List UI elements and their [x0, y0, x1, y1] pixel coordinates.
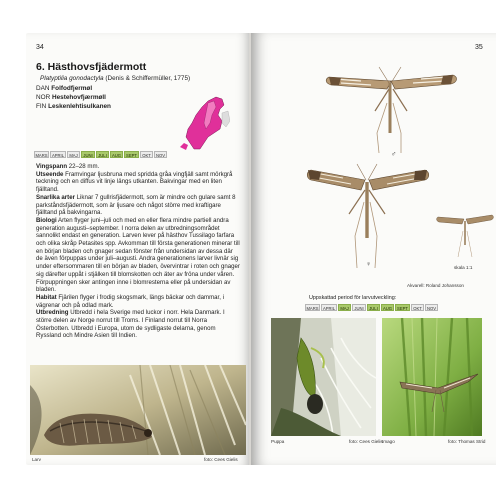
section-similar-species: Snarlika arter Liknar 7 gullrisfjädermott, som är mindre och gulare samt 8 parkståndsfjädermott, som är ljusare och något större med kraftigare fjälltand på bakvingarna.: [36, 193, 236, 217]
larva-photo: [30, 365, 246, 455]
distribution-map: [178, 93, 230, 151]
male-symbol: ♂: [391, 151, 397, 158]
page-number-left: 34: [36, 44, 44, 51]
larva-photo-caption: Larv: [32, 457, 41, 462]
pupa-photo: [271, 318, 376, 436]
flight-month-mar: MARS: [35, 153, 48, 158]
vernacular-nor: NOR Hestehovfjærmøll: [36, 94, 106, 101]
pupa-photo-image: [271, 318, 376, 436]
larva-month-oct: OKT: [411, 304, 424, 311]
moth-illustration-female: [303, 158, 433, 273]
scientific-name: [40, 75, 190, 82]
imago-credit: foto: Thomas Strid: [448, 439, 486, 444]
flight-month-aug: AUG: [111, 153, 122, 158]
author-citation: (Denis & Schiffermüller, 1775): [105, 75, 191, 82]
flight-month-nov: NOV: [155, 153, 166, 158]
scale-label: skala 1:1: [454, 265, 473, 270]
illustration-credit: Akvarell: Roland Johansson: [407, 283, 464, 288]
larva-month-jun: JUNI: [352, 304, 366, 311]
flight-month-oct: OKT: [140, 151, 153, 158]
vernacular-fin: FIN Leskenlehtisulkanen: [36, 103, 111, 110]
flight-month-apr: APRIL: [51, 153, 65, 158]
larva-period-label: Uppskattad period för larvutveckling:: [309, 295, 397, 301]
section-habitat: Habitat Fjärilen flyger i frodig skogsmark, längs bäckar och dammar, i vägrenar och på odlad mark.: [36, 293, 224, 309]
imago-caption: Imago: [382, 439, 395, 444]
pupa-credit: foto: Cees Gielis: [349, 439, 383, 444]
larva-month-apr: APRIL: [322, 306, 336, 311]
flight-month-jul: JULI: [96, 151, 109, 158]
larva-month-sep: SEPT: [395, 304, 410, 311]
latin-name: Platyptilia gonodactyla: [40, 75, 104, 82]
page-number-right: 35: [475, 44, 483, 51]
left-page: [26, 33, 251, 465]
pupa-caption: Puppa: [271, 439, 285, 444]
flight-month-may: MAJ: [67, 151, 80, 158]
right-page: [251, 33, 496, 465]
flight-month-jun: JUNI: [81, 151, 95, 158]
species-title: 6. Hästhovsfjädermott: [36, 61, 147, 73]
larva-month-aug: AUG: [382, 306, 393, 311]
open-book: [26, 33, 496, 465]
section-biology: Biologi Arten flyger juni–juli och med en eller flera mindre partiell andra generation augusti–september. I norra delen av utbredningsområdet sannolikt endast en generation. Larven lever på hästhov Tussilago farfara och olika skråp Petasites spp. Avkomman till första generationen minerar till en början bladen och gnager sedan fönster från undersidan av dessa där de även förpuppas under juli–augusti. Andra generationens larver livnär sig under eftersommaren till en början av bladen, övervintrar i roten och gnager sig därefter uppåt i stjälken till blomskotten och äter av fröna under våren. Förpuppningen sker antingen inne i blomresterna eller på undersidan av bladen.: [36, 216, 240, 294]
larva-month-nov: NOV: [426, 306, 437, 311]
moth-illustration-male: [321, 63, 461, 158]
section-appearance: Utseende Framvingar ljusbruna med spridda gråa vingfjäll samt mörkgrå teckning och en diffus vit linje längs utkanten. Bakvingar med en liten fjälltand.: [36, 170, 233, 194]
section-distribution: Utbredning Utbredd i hela Sverige med luckor i norr. Hela Danmark. I större delen av Norge norrut till Troms. I Finland norrut till Norra Österbotten. Utbredd i Europa, utom de sydligaste delarna, genom Ryssland och Mindre Asien till Indien.: [36, 309, 225, 340]
larva-month-jul: JULI: [367, 304, 380, 311]
imago-photo: [382, 318, 482, 436]
flight-month-sep: SEPT: [124, 151, 139, 158]
larva-photo-credit: foto: Cees Gielis: [204, 457, 238, 462]
flight-period-bar: [34, 151, 168, 158]
larva-period-bar: [305, 304, 439, 311]
vernacular-dan: DAN Folfodfjermøl: [36, 85, 93, 92]
larva-month-may: MAJ: [338, 304, 351, 311]
species-description: [36, 163, 241, 340]
section-wingspan: Vingspann 22–28 mm.: [36, 163, 100, 170]
larva-month-mar: MARS: [306, 306, 319, 311]
moth-illustration-small: [434, 209, 496, 261]
female-symbol: ♀: [366, 261, 372, 268]
larva-photo-image: [30, 365, 246, 455]
imago-photo-image: [382, 318, 482, 436]
